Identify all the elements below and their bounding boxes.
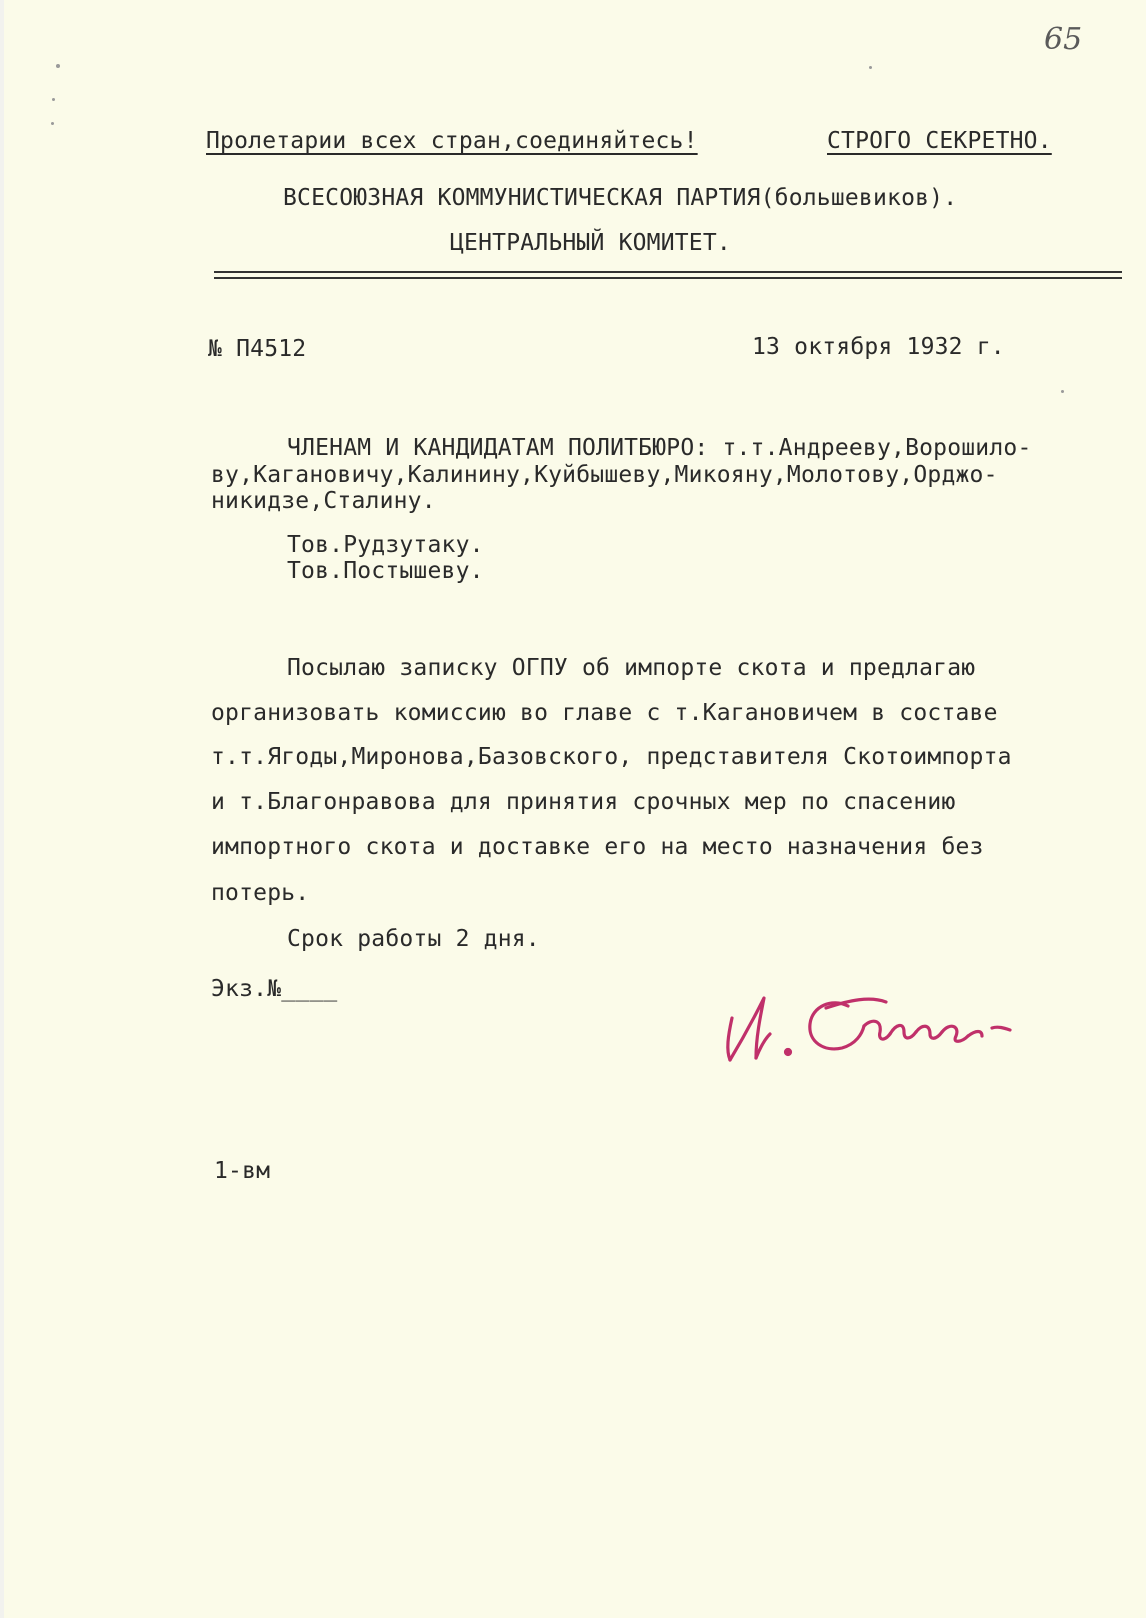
addressee-extra: Тов.Постышеву. [287, 558, 484, 584]
document-number: № П4512 [208, 336, 307, 362]
body-line: потерь. [211, 880, 310, 906]
paper-speck [51, 122, 54, 125]
addressee-line: ЧЛЕНАМ И КАНДИДАТАМ ПОЛИТБЮРО: т.т.Андрееву,Ворошило- [287, 435, 1032, 461]
paper-speck [1061, 390, 1064, 393]
paper-speck [869, 66, 872, 69]
paper-speck [56, 64, 60, 68]
body-line: т.т.Ягоды,Миронова,Базовского, представителя Скотоимпорта [211, 744, 1012, 770]
body-line: организовать комиссию во главе с т.Кагановичем в составе [211, 700, 998, 726]
paper-speck [52, 98, 55, 101]
addressee-line: никидзе,Сталину. [211, 488, 436, 514]
stalin-signature-image [720, 978, 1050, 1068]
party-name: ВСЕСОЮЗНАЯ КОММУНИСТИЧЕСКАЯ ПАРТИЯ(большевиков). [283, 185, 958, 211]
copy-number-label: Экз.№____ [211, 976, 338, 1002]
term-line: Срок работы 2 дня. [287, 926, 540, 952]
addressee-extra: Тов.Рудзутаку. [287, 532, 484, 558]
body-line: импортного скота и доставке его на место назначения без [211, 834, 984, 860]
body-line: и т.Благонравова для принятия срочных мер по спасению [211, 789, 956, 815]
archive-page-number: 65 [1044, 22, 1083, 57]
committee-name: ЦЕНТРАЛЬНЫЙ КОМИТЕТ. [450, 230, 731, 256]
slogan: Пролетарии всех стран,соединяйтесь! [206, 128, 698, 154]
header-rule-bottom [214, 277, 1122, 279]
body-line: Посылаю записку ОГПУ об импорте скота и предлагаю [287, 655, 976, 681]
classification-stamp: СТРОГО СЕКРЕТНО. [827, 128, 1052, 154]
addressee-line: ву,Кагановичу,Калинину,Куйбышеву,Микояну,Молотову,Орджо- [211, 462, 998, 488]
document-date: 13 октября 1932 г. [752, 334, 1005, 360]
header-rule-top [214, 271, 1122, 273]
footer-code: 1-вм [214, 1158, 271, 1184]
